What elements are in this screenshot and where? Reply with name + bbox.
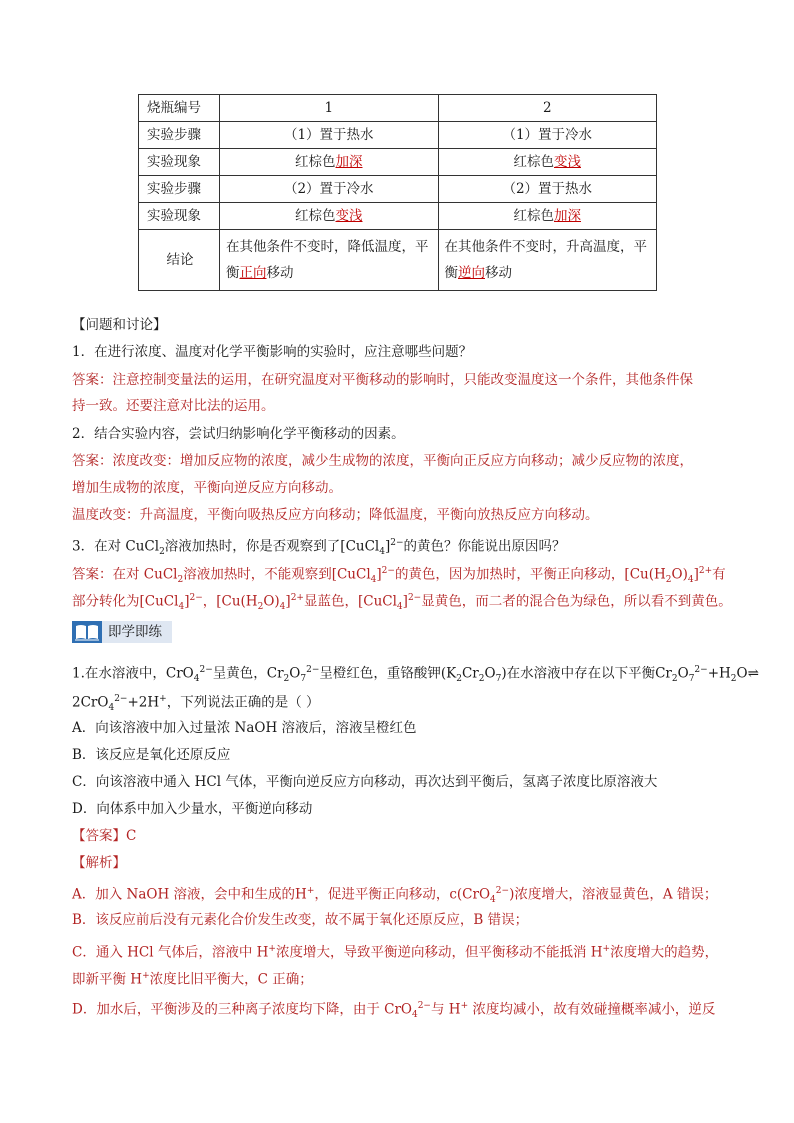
table-row — [139, 95, 657, 122]
question-text — [72, 533, 732, 562]
subscript: 2 — [257, 602, 264, 613]
cell-text: 在其他条件不变时，降低温度，平 — [226, 239, 429, 255]
subscript: 7 — [300, 674, 307, 685]
subscript: 7 — [495, 674, 502, 685]
superscript: 2− — [495, 886, 510, 896]
table-cell: 烧瓶编号 — [139, 95, 220, 122]
section-banner — [72, 621, 172, 643]
analysis-text — [72, 966, 732, 990]
superscript: 2− — [390, 538, 404, 548]
subscript: 4 — [687, 575, 694, 586]
emphasized-text: 加深 — [335, 154, 363, 170]
superscript: 2− — [694, 665, 708, 675]
answer-text: 增加生成物的浓度，平衡向逆反应方向移动。 — [72, 480, 342, 496]
option-b: B．该反应是氧化还原反应 — [72, 747, 231, 763]
emphasized-text: 正向 — [239, 265, 267, 281]
text: 溶液加热时，不能观察到[CuCl — [183, 566, 371, 583]
cell-text: 移动 — [485, 265, 512, 281]
question-text: 2．结合实验内容，尝试归纳影响化学平衡移动的因素。 — [72, 426, 405, 442]
text: 浓度均减小，故有效碰撞概率减小，逆反 — [468, 1001, 716, 1018]
emphasized-text: 逆向 — [458, 265, 485, 281]
text: O — [289, 665, 301, 682]
table-cell — [220, 203, 439, 230]
subscript: 2 — [159, 547, 165, 558]
analysis-text: B．该反应前后没有元素化合价发生改变，故不属于氧化还原反应，B 错误； — [72, 912, 529, 928]
answer-text — [72, 561, 732, 590]
text: 3．在对 CuCl — [72, 538, 160, 555]
table-row — [139, 149, 657, 176]
subscript: 7 — [688, 674, 695, 685]
superscript: + — [306, 886, 315, 896]
superscript: 2− — [199, 665, 213, 675]
emphasized-text: 变浅 — [554, 154, 581, 170]
table-cell — [438, 230, 657, 291]
subscript: 2 — [177, 575, 184, 586]
subscript: 2 — [456, 674, 462, 685]
superscript: + — [460, 1001, 469, 1011]
text: 呈黄色，Cr — [212, 665, 284, 682]
text: C．通入 HCl 气体后，溶液中 H — [72, 944, 269, 961]
table-cell — [220, 230, 439, 291]
cell-text: 红棕色 — [295, 154, 336, 170]
text: )浓度增大，溶液显黄色，A 错误； — [509, 886, 718, 903]
analysis-text — [72, 881, 732, 910]
text: ，[Cu(H — [202, 593, 258, 610]
text: 1.在水溶液中，CrO — [72, 665, 194, 682]
answer-text: 答案：浓度改变：增加反应物的浓度，减少生成物的浓度，平衡向正反应方向移动；减少反应物的浓度， — [72, 453, 693, 469]
text: +H — [707, 665, 731, 682]
text: 的黄色，因为加热时，平衡正向移动，[Cu(H — [394, 566, 666, 583]
subscript: 4 — [379, 547, 385, 558]
text: 部分转化为[CuCl — [72, 593, 179, 610]
cell-text: 移动 — [266, 265, 294, 281]
superscript: 2+ — [698, 566, 713, 576]
text: ] — [285, 593, 291, 610]
section-heading: 【问题和讨论】 — [72, 317, 167, 333]
text: 即新平衡 H — [72, 971, 143, 988]
text: D．加水后，平衡涉及的三种离子浓度均下降，由于 CrO — [72, 1001, 412, 1018]
table-cell: （1）置于冷水 — [438, 122, 657, 149]
text: 浓度比旧平衡大，C 正确； — [149, 971, 313, 988]
answer-value: C — [126, 828, 137, 844]
superscript: + — [142, 971, 150, 981]
book-icon — [72, 621, 102, 643]
text: )在水溶液中存在以下平衡Cr — [501, 665, 672, 682]
text: O⇌ — [736, 665, 759, 682]
table-cell: 1 — [220, 95, 439, 122]
text: ] — [184, 593, 190, 610]
question-text — [72, 660, 759, 689]
subscript: 2 — [283, 674, 290, 685]
cell-text: 在其他条件不变时，升高温度，平 — [444, 239, 647, 255]
text: 有 — [712, 566, 726, 583]
text: ] — [693, 566, 699, 583]
superscript: 2− — [407, 593, 422, 603]
table-cell: （2）置于热水 — [438, 176, 657, 203]
cell-text: 衡 — [226, 265, 240, 281]
cell-text — [226, 260, 432, 286]
table-cell — [220, 149, 439, 176]
text: ] — [376, 566, 382, 583]
answer-text: 答案：注意控制变量法的运用，在研究温度对平衡移动的影响时，只能改变温度这一个条件，其他条件保 — [72, 372, 693, 388]
experiment-table — [138, 94, 657, 291]
superscript: 2− — [381, 566, 395, 576]
text: A．加入 NaOH 溶液，会中和生成的H — [72, 886, 307, 903]
text: 呈橙红色，重铬酸钾(K — [319, 665, 457, 682]
table-cell: 实验现象 — [139, 149, 220, 176]
superscript: + — [159, 694, 167, 704]
subscript: 4 — [396, 602, 403, 613]
subscript: 2 — [671, 674, 678, 685]
subscript: 4 — [411, 1010, 418, 1021]
subscript: 2 — [730, 674, 737, 685]
table-row — [139, 230, 657, 291]
option-a: A．向该溶液中加入过量浓 NaOH 溶液后，溶液呈橙红色 — [72, 720, 417, 736]
text: 显黄色，而二者的混合色为绿色，所以看不到黄色。 — [421, 593, 732, 610]
subscript: 4 — [490, 895, 496, 906]
cell-text: 红棕色 — [513, 208, 554, 224]
table-cell — [438, 203, 657, 230]
cell-text: 红棕色 — [295, 208, 336, 224]
text: Cr — [461, 665, 479, 682]
superscript: 2− — [189, 593, 203, 603]
subscript: 4 — [178, 602, 185, 613]
cell-text: 红棕色 — [513, 154, 554, 170]
option-d: D．向体系中加入少量水，平衡逆向移动 — [72, 801, 313, 817]
text: 显蓝色，[CuCl — [303, 593, 397, 610]
superscript: + — [602, 944, 611, 954]
text: ] — [384, 538, 391, 555]
table-cell: （2）置于冷水 — [220, 176, 439, 203]
subscript: 4 — [279, 602, 286, 613]
text: ] — [402, 593, 408, 610]
text: O) — [671, 566, 688, 583]
answer-label: 【答案】 — [72, 828, 126, 844]
question-text: 1．在进行浓度、温度对化学平衡影响的实验时，应注意哪些问题？ — [72, 344, 473, 360]
table-cell: 实验现象 — [139, 203, 220, 230]
text: +2H — [127, 694, 160, 711]
text: 溶液加热时，你是否观察到了[CuCl — [164, 538, 380, 555]
answer-text: 持一致。还要注意对比法的运用。 — [72, 398, 275, 414]
table-cell: 2 — [438, 95, 657, 122]
question-text — [72, 689, 732, 718]
table-cell: 结论 — [139, 230, 220, 291]
cell-text: 衡 — [444, 265, 458, 281]
emphasized-text: 变浅 — [335, 208, 363, 224]
text: O — [677, 665, 689, 682]
text: 2CrO — [72, 694, 109, 711]
answer-line — [72, 826, 732, 846]
superscript: 2− — [417, 1001, 431, 1011]
superscript: + — [268, 944, 276, 954]
analysis-text — [72, 996, 732, 1025]
table-cell — [438, 149, 657, 176]
text: 浓度增大，导致平衡逆向移动，但平衡移动不能抵消 H — [275, 944, 603, 961]
table-cell: （1）置于热水 — [220, 122, 439, 149]
table-row — [139, 122, 657, 149]
table-cell: 实验步骤 — [139, 122, 220, 149]
superscript: 2− — [306, 665, 320, 675]
cell-text — [445, 260, 651, 286]
superscript: 2− — [114, 694, 128, 704]
table-cell: 实验步骤 — [139, 176, 220, 203]
subscript: 4 — [370, 575, 377, 586]
answer-text — [72, 588, 732, 617]
subscript: 4 — [108, 703, 115, 714]
text: ，下列说法正确的是（ ） — [166, 694, 320, 711]
emphasized-text: 加深 — [554, 208, 581, 224]
answer-text: 温度改变：升高温度，平衡向吸热反应方向移动；降低温度，平衡向放热反应方向移动。 — [72, 507, 599, 523]
text: 的黄色？你能说出原因吗？ — [403, 538, 566, 555]
subscript: 2 — [478, 674, 485, 685]
text: O) — [263, 593, 280, 610]
superscript: 2+ — [290, 593, 304, 603]
text: 答案：在对 CuCl — [72, 566, 178, 583]
table-row — [139, 203, 657, 230]
analysis-text — [72, 939, 732, 963]
subscript: 4 — [193, 674, 200, 685]
text: ，促进平衡正向移动，c(CrO — [314, 886, 491, 903]
banner-title: 即学即练 — [102, 621, 172, 643]
analysis-label: 【解析】 — [72, 855, 126, 871]
option-c: C．向该溶液中通入 HCl 气体，平衡向逆反应方向移动，再次达到平衡后，氢离子浓度比原溶液大 — [72, 774, 658, 790]
text: 浓度增大的趋势， — [610, 944, 719, 961]
text: 与 H — [430, 1001, 461, 1018]
subscript: 2 — [665, 575, 672, 586]
text: O — [484, 665, 496, 682]
table-row — [139, 176, 657, 203]
